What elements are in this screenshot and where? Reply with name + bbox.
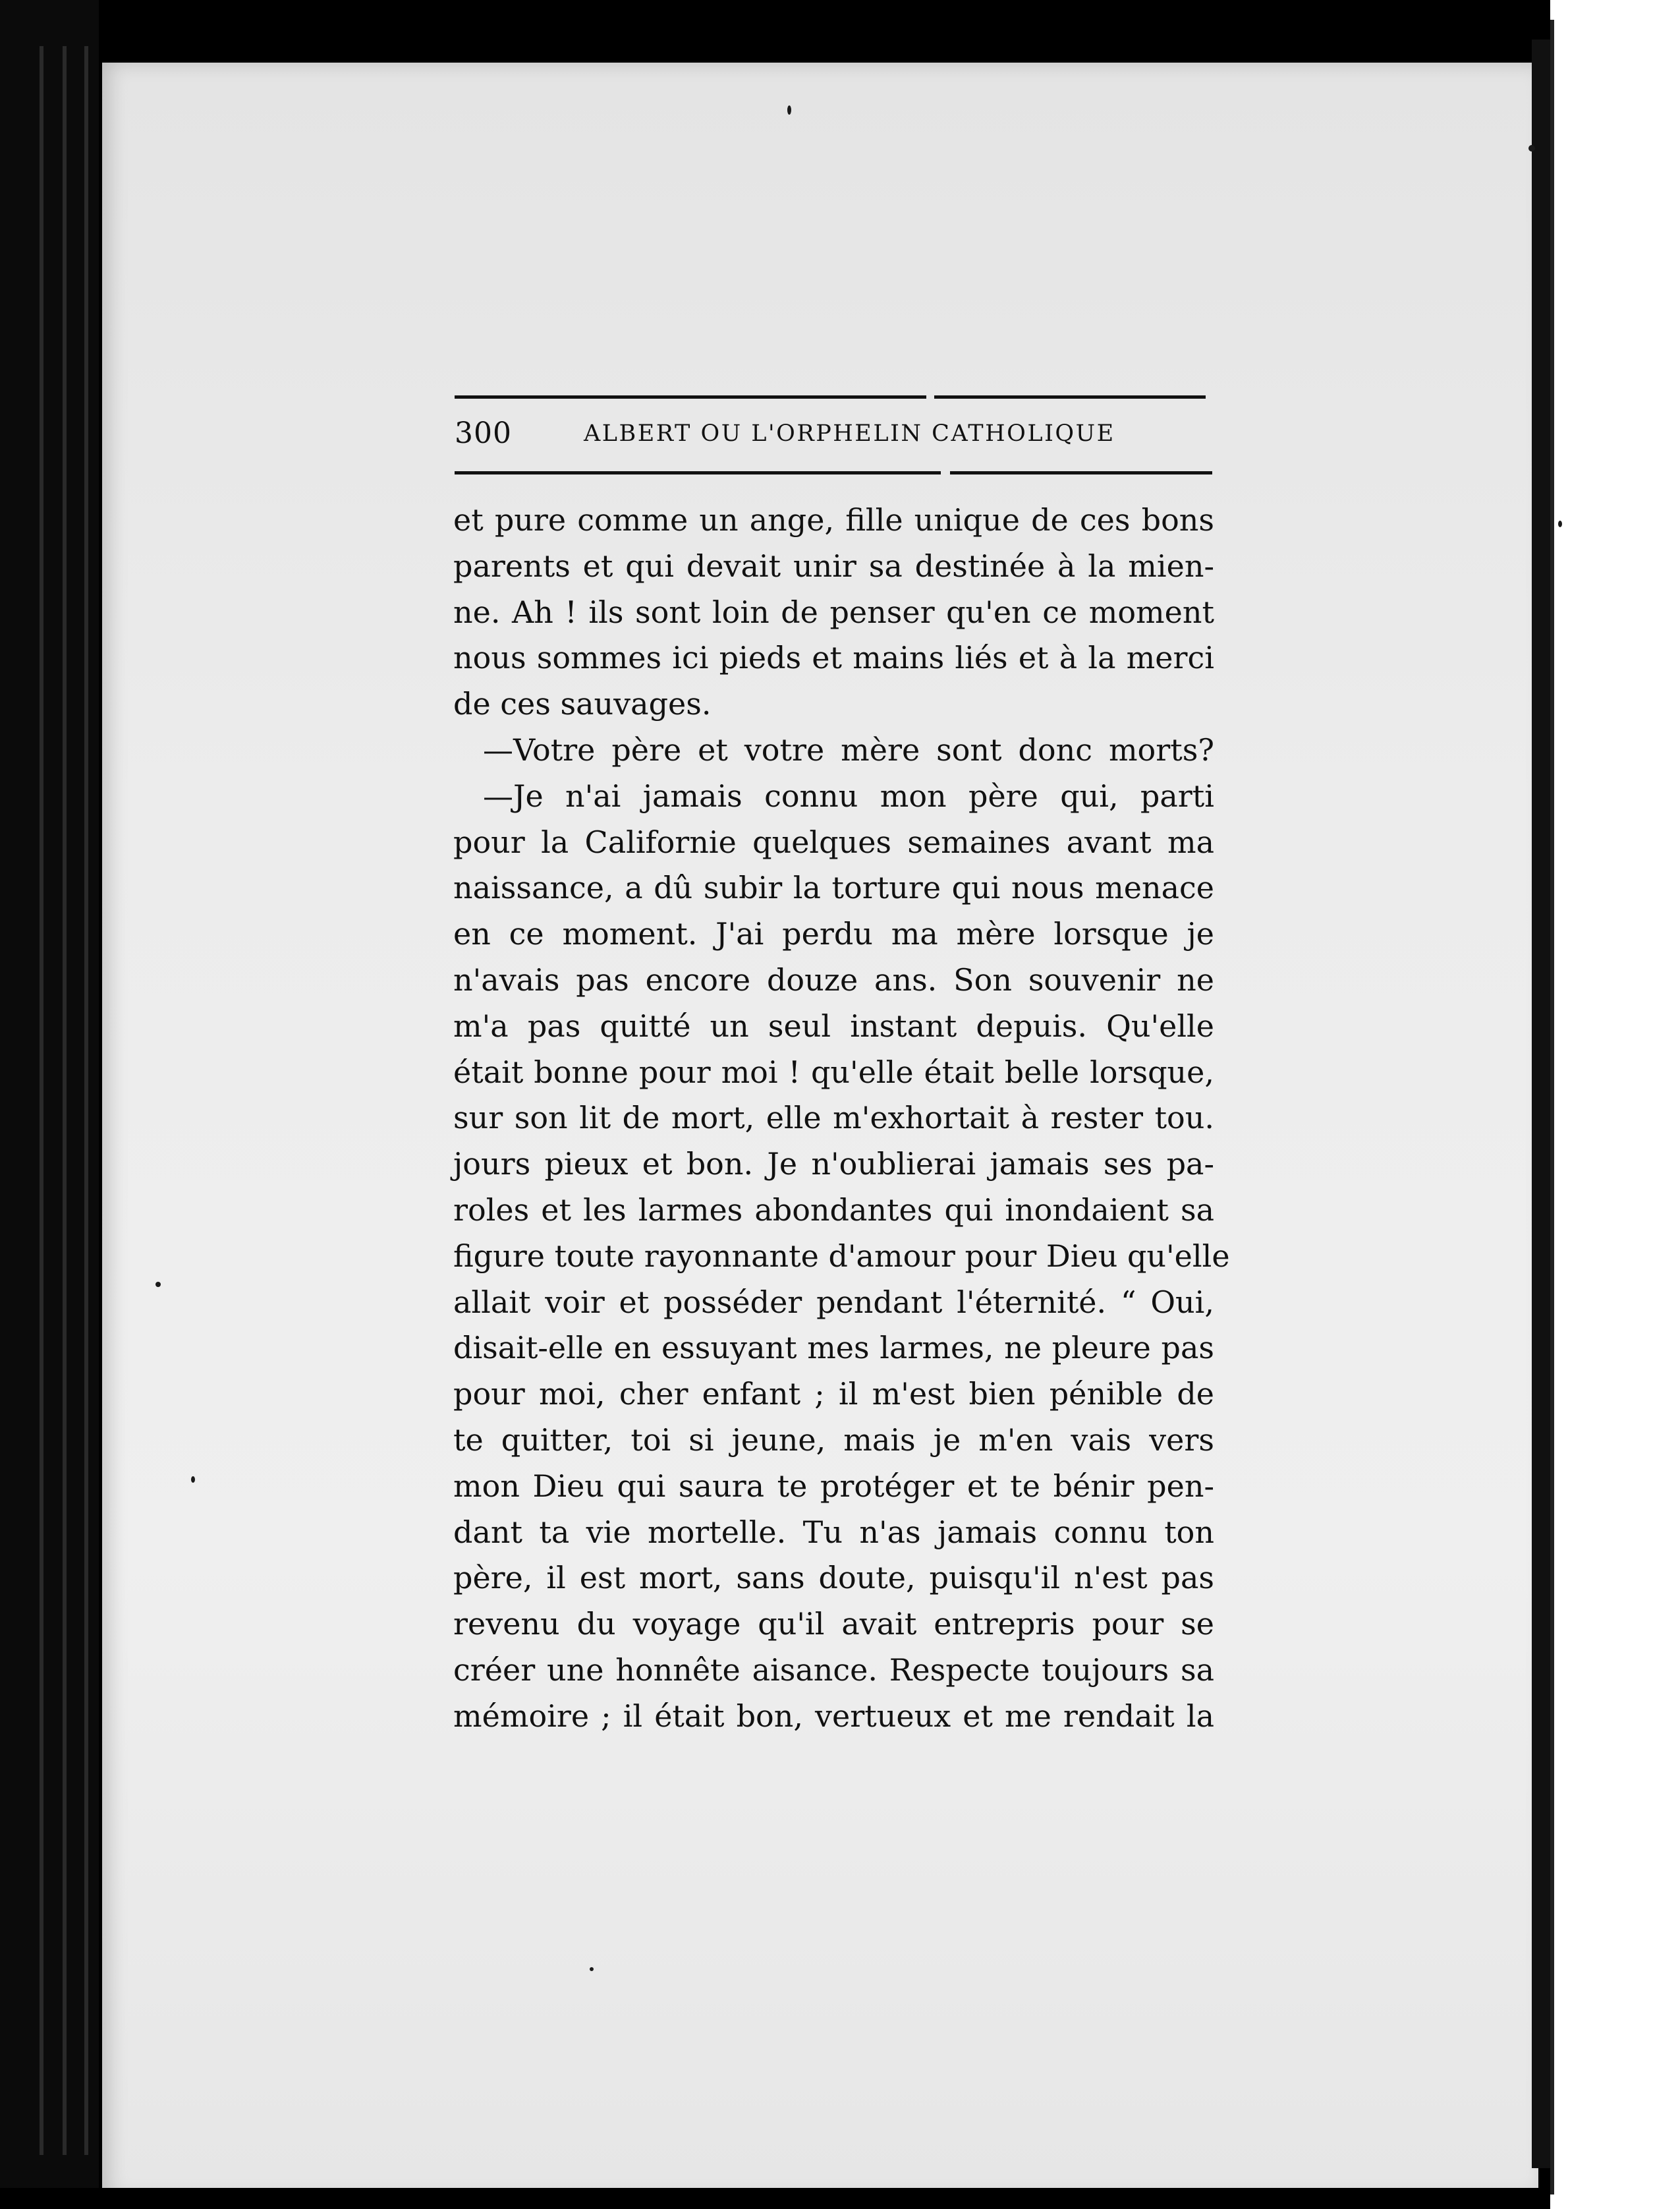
text-line: nous sommes ici pieds et mains liés et à la merci — [453, 640, 1214, 676]
text-line: n'avais pas encore douze ans. Son souvenir ne — [453, 961, 1214, 998]
scan-speck — [787, 105, 791, 115]
text-line: figure toute rayonnante d'amour pour Dieu qu'elle — [453, 1238, 1230, 1274]
header-rule-bottom — [455, 471, 941, 474]
scan-right-margin — [1550, 0, 1680, 2209]
text-line: mon Dieu qui saura te protéger et te bénir pen- — [453, 1468, 1214, 1504]
text-line: était bonne pour moi ! qu'elle était belle lorsque, — [453, 1054, 1214, 1090]
text-line: parents et qui devait unir sa destinée à la mien- — [453, 548, 1214, 584]
scan-bottom-border — [0, 2188, 1550, 2209]
text-line: créer une honnête aisance. Respecte toujours sa — [453, 1651, 1214, 1688]
page-number: 300 — [455, 416, 512, 450]
body-text — [453, 498, 1230, 1740]
scan-top-border — [0, 0, 1550, 36]
text-line: disait-elle en essuyant mes larmes, ne pleure pas — [453, 1330, 1214, 1366]
text-line: en ce moment. J'ai perdu ma mère lorsque je — [453, 916, 1214, 952]
text-line: naissance, a dû subir la torture qui nous menace — [453, 870, 1214, 906]
scan-right-edge-line — [1550, 20, 1554, 2195]
book-edge-stripe — [63, 46, 67, 2155]
text-line: te quitter, toi si jeune, mais je m'en vais vers — [453, 1421, 1214, 1458]
text-line: pour la Californie quelques semaines avant ma — [453, 824, 1214, 860]
book-binding-shadow — [1532, 40, 1550, 2168]
running-head — [455, 414, 1212, 460]
book-edge-stripe — [84, 46, 88, 2155]
text-line: m'a pas quitté un seul instant depuis. Qu'elle — [453, 1008, 1214, 1044]
scan-speck — [191, 1476, 195, 1483]
text-line: —Je n'ai jamais connu mon père qui, parti — [483, 778, 1214, 814]
text-line: pour moi, cher enfant ; il m'est bien pénible de — [453, 1376, 1214, 1412]
text-line: jours pieux et bon. Je n'oublierai jamais ses pa- — [453, 1146, 1214, 1182]
text-line: père, il est mort, sans doute, puisqu'il n'est pas — [453, 1560, 1214, 1596]
header-rule-top — [455, 395, 926, 399]
text-line: allait voir et posséder pendant l'éternité. “ Oui, — [453, 1284, 1214, 1320]
text-line: revenu du voyage qu'il avait entrepris pour se — [453, 1606, 1214, 1642]
scan-speck — [155, 1282, 161, 1287]
book-title: ALBERT OU L'ORPHELIN CATHOLIQUE — [584, 420, 1115, 447]
scan-speck — [1528, 145, 1535, 152]
text-line: sur son lit de mort, elle m'exhortait à rester tou. — [453, 1100, 1214, 1136]
text-line: roles et les larmes abondantes qui inondaient sa — [453, 1191, 1214, 1228]
book-edge-stripe — [40, 46, 43, 2155]
text-line: dant ta vie mortelle. Tu n'as jamais connu ton — [453, 1514, 1214, 1550]
scan-speck — [1558, 521, 1562, 527]
scan-speck — [590, 1967, 594, 1971]
text-line: de ces sauvages. — [453, 686, 712, 722]
text-line: et pure comme un ange, fille unique de ces bons — [453, 502, 1214, 538]
text-line: mémoire ; il était bon, vertueux et me rendait la — [453, 1698, 1214, 1734]
text-line: —Votre père et votre mère sont donc morts? — [483, 732, 1214, 768]
text-line: ne. Ah ! ils sont loin de penser qu'en ce moment — [453, 594, 1214, 630]
header-rule-bottom — [950, 471, 1212, 474]
header-rule-top — [934, 395, 1206, 399]
